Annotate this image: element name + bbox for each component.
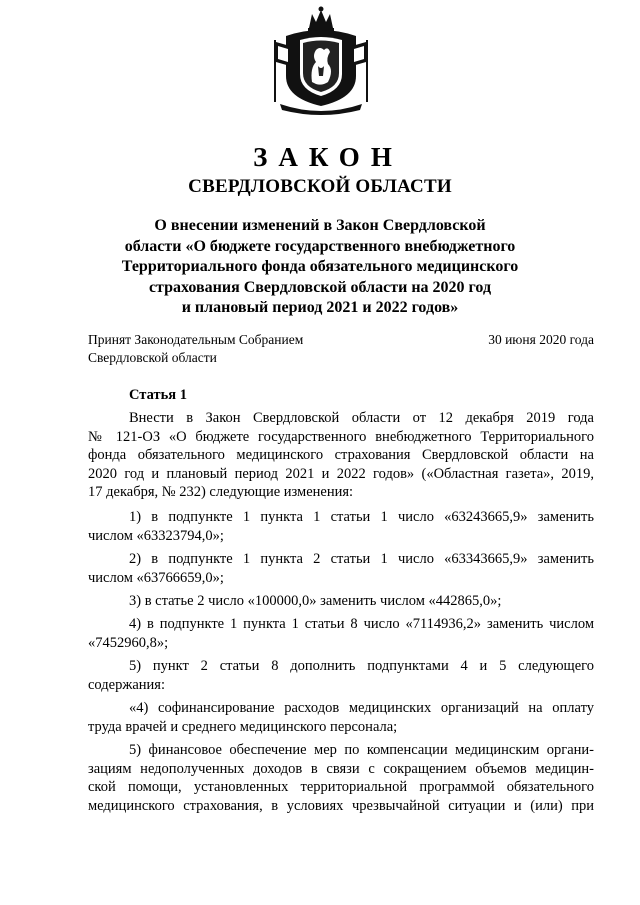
paragraph-line: 17 декабря, № 232) следующие изменения: — [88, 484, 354, 500]
paragraph-line: № 121-ОЗ «О бюджете государственного внебюджетного Территориального — [88, 428, 594, 445]
paragraph-line: 1) в подпункте 1 пункта 1 статьи 1 число «63243665,9» заменить — [129, 509, 594, 525]
amendment-item-4 — [88, 615, 594, 652]
paragraph-line: 5) финансовое обеспечение мер по компенсации медицинским органи- — [129, 742, 594, 758]
subitem-4 — [88, 699, 594, 736]
adoption-line: Свердловской области — [88, 350, 217, 365]
paragraph-line: труда врачей и среднего медицинского персонала; — [88, 718, 398, 735]
paragraph-line: 4) в подпункте 1 пункта 1 статьи 8 число «7114936,2» заменить числом — [129, 616, 594, 632]
paragraph-line: 5) пункт 2 статьи 8 дополнить подпунктами 4 и 5 следующего — [129, 658, 594, 674]
law-subject — [80, 216, 560, 319]
paragraph-line: «7452960,8»; — [88, 634, 169, 651]
paragraph-line: 2) в подпункте 1 пункта 2 статьи 1 число «63343665,9» заменить — [129, 551, 594, 567]
paragraph-line: 3) в статье 2 число «100000,0» заменить числом «442865,0»; — [129, 593, 502, 609]
amendment-item-5 — [88, 657, 594, 694]
subject-line: области «О бюджете государственного внебюджетного — [124, 237, 516, 255]
adoption-body — [88, 331, 303, 367]
subject-line: и плановый период 2021 и 2022 годов» — [181, 299, 459, 316]
paragraph-line: 2020 год и плановый период 2021 и 2022 годов» («Областная газета», 2019, — [88, 465, 594, 482]
coat-of-arms-icon — [260, 6, 382, 116]
adoption-line: Принят Законодательным Собранием — [88, 332, 304, 347]
article-heading: Статья 1 — [129, 387, 187, 403]
amendment-item-2 — [88, 550, 594, 587]
document-title: ЗАКОН — [253, 142, 403, 172]
paragraph-line: числом «63323794,0»; — [88, 527, 224, 544]
document-region: СВЕРДЛОВСКОЙ ОБЛАСТИ — [188, 176, 452, 197]
paragraph-line: числом «63766659,0»; — [88, 569, 224, 586]
paragraph-line: содержания: — [88, 676, 166, 693]
subject-line: страхования Свердловской области на 2020 год — [148, 278, 492, 296]
paragraph-line: ской помощи, установленных территориальной программой обязательного — [88, 779, 594, 795]
amendment-item-1 — [88, 508, 594, 545]
paragraph-line: зациям недополученных доходов в связи с сокращением объемов медицин- — [88, 760, 594, 777]
subitem-5 — [88, 741, 594, 815]
adoption-date: 30 июня 2020 года — [488, 332, 594, 347]
amendment-item-3 — [88, 592, 594, 611]
paragraph-line: фонда обязательного медицинского страхования Свердловской области на — [88, 447, 594, 463]
paragraph-line: медицинского страхования, в условиях чрезвычайной ситуации и (или) при — [88, 797, 594, 814]
paragraph-line: «4) софинансирование расходов медицинских организаций на оплату — [129, 700, 594, 716]
paragraph-line: Внести в Закон Свердловской области от 12 декабря 2019 года — [129, 410, 594, 426]
article-intro — [88, 409, 594, 502]
subject-line: Территориального фонда обязательного медицинского — [121, 258, 519, 275]
subject-line: О внесении изменений в Закон Свердловской — [154, 217, 486, 234]
